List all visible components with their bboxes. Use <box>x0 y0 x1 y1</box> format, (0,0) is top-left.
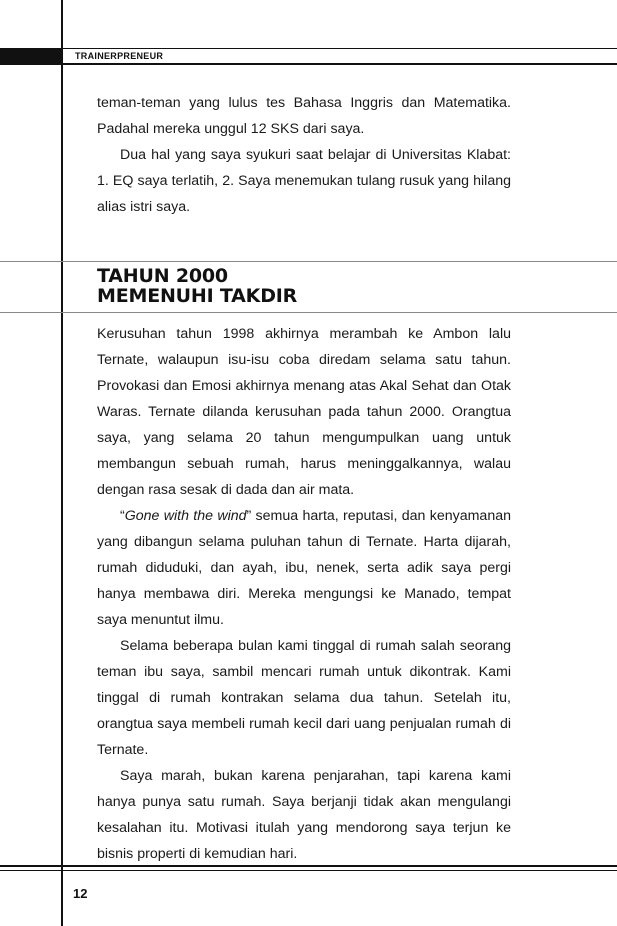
page-number: 12 <box>73 886 88 901</box>
intro-text <box>97 90 511 220</box>
footer-rule-top <box>0 865 617 867</box>
paragraph <box>97 503 511 633</box>
margin-rule <box>61 0 63 926</box>
italic-phrase: Gone with the wind <box>124 508 247 524</box>
paragraph-rest: ” semua harta, reputasi, dan kenyamanan yang dibangun selama puluhan tahun di Ternate. Harta dijarah, rumah diduduki, dan ayah, ibu, nenek, serta adik saya pergi hanya membawa diri. Mereka mengungsi ke Manado, tempat saya menuntut ilmu. <box>97 508 511 628</box>
section-rule-bottom <box>0 312 617 313</box>
body-text <box>97 321 511 867</box>
header-rule-bottom <box>0 63 617 65</box>
paragraph: Selama beberapa bulan kami tinggal di rumah salah seorang teman ibu saya, sambil mencari rumah untuk dikontrak. Kami tinggal di rumah kontrakan selama dua tahun. Setelah itu, orangtua saya membeli rumah kecil dari uang penjualan rumah di Ternate. <box>97 638 511 758</box>
footer-rule-bottom <box>0 870 617 871</box>
section-heading-line2: MEMENUHI TAKDIR <box>97 285 298 307</box>
open-quote: “ <box>120 508 125 524</box>
running-head: TRAINERPRENEUR <box>75 51 164 61</box>
section-heading-line1: TAHUN 2000 <box>97 265 228 287</box>
header-rule-top <box>0 48 617 49</box>
paragraph: Kerusuhan tahun 1998 akhirnya merambah ke Ambon lalu Ternate, walaupun isu-isu coba diredam selama satu tahun. Provokasi dan Emosi akhirnya menang atas Akal Sehat dan Otak Waras. Ternate dilanda kerusuhan pada tahun 2000. Orangtua saya, yang selama 20 tahun mengumpulkan uang untuk membangun sebuah rumah, harus meninggalkannya, walau dengan rasa sesak di dada dan air mata. <box>97 326 511 498</box>
paragraph: teman-teman yang lulus tes Bahasa Inggris dan Matematika. Padahal mereka unggul 12 SKS dari saya. <box>97 95 511 137</box>
header-black-block <box>0 48 62 64</box>
watermark <box>606 870 614 910</box>
paragraph: Dua hal yang saya syukuri saat belajar di Universitas Klabat: 1. EQ saya terlatih, 2. Saya menemukan tulang rusuk yang hilang alias istri saya. <box>97 147 511 215</box>
section-heading <box>97 266 297 306</box>
paragraph: Saya marah, bukan karena penjarahan, tapi karena kami hanya punya satu rumah. Saya berjanji tidak akan mengulangi kesalahan itu. Motivasi itulah yang mendorong saya terjun ke bisnis properti di kemudian hari. <box>97 768 511 862</box>
section-rule-top <box>0 261 617 262</box>
